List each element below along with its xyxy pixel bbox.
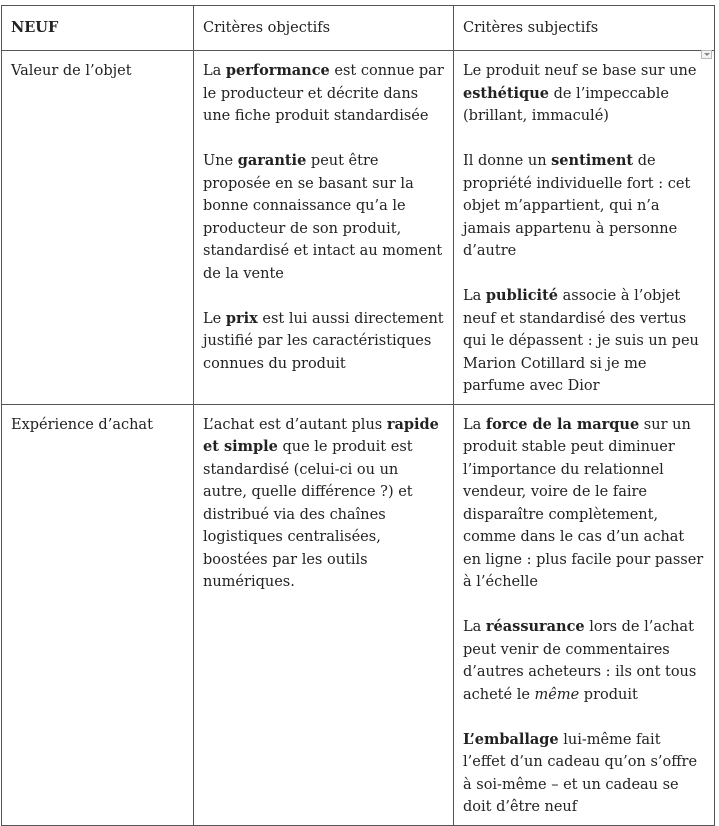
header-cell-neuf [2,6,194,51]
text-segment: La [463,619,486,635]
chevron-down-icon [704,53,710,56]
text-segment: Le [203,310,226,327]
paragraph-prix [203,308,445,376]
bold-term: force de la marque [485,415,640,433]
text-segment: peut être proposée en se basant sur la bonne connaissance qu’a le producteur de son produit, standardisé et intact au moment de la vente [203,153,443,282]
bold-term: L’emballage [463,730,559,748]
header-cell-subjectifs [454,6,715,51]
comparison-table [1,5,715,826]
text-segment: lui-même fait l’effet d’un cadeau qu’on s’offre à soi-même – et un cadeau se doit d’être neuf [463,731,698,815]
text-segment: La [463,288,486,304]
bold-term: réassurance [485,618,585,635]
header-cell-objectifs [194,6,454,51]
objective-cell [194,404,454,825]
subjective-cell [454,51,715,405]
header-neuf: NEUF [11,19,59,36]
subjective-cell [454,404,715,825]
text-segment: produit [579,686,638,703]
text-segment: sur un produit stable peut diminuer l’importance du relationnel vendeur, voire de le faire disparaître complètement, comme dans le cas d’un achat en ligne : plus facile pour passer à l’échelle [463,416,704,590]
paragraph-emballage [463,729,706,819]
text-segment: L’achat est d’autant plus [203,416,387,433]
row-label-valeur: Valeur de l’objet [11,63,132,79]
bold-term: rapide et simple [203,415,439,455]
paragraph-reassurance [463,616,706,706]
italic-term: même [534,686,580,703]
table-row [2,51,715,405]
paragraph-force-marque [463,414,706,594]
objective-cell [194,51,454,405]
header-criteres-objectifs: Critères objectifs [203,20,331,36]
text-segment: Une [203,153,238,169]
text-segment: Il donne un [463,153,552,169]
bold-term: esthétique [463,84,549,102]
bold-term: publicité [485,287,558,304]
text-segment: que le produit est standardisé (celui-ci ou un autre, quelle différence ?) et distribué via des chaînes logistiques centralisées, boostées par les outils numériques. [203,439,413,590]
text-segment: de l’impeccable (brillant, immaculé) [463,85,669,124]
text-segment: associe à l’objet neuf et standardisé des vertus qui le dépassent : je suis un peu Marion Cotillard si je me parfume avec Dior [463,288,699,394]
bold-term: sentiment [551,152,634,169]
text-segment: de propriété individuelle fort : cet objet m’appartient, qui n’a jamais appartenu à personne d’autre [463,153,691,259]
bold-term: prix [225,309,258,327]
paragraph-publicite [463,285,706,398]
paragraph-sentiment [463,150,706,263]
header-criteres-subjectifs: Critères subjectifs [463,20,599,36]
text-segment: est connue par le producteur et décrite dans une fiche produit standardisée [203,63,444,124]
row-label-cell [2,51,194,405]
text-segment: lors de l’achat peut venir de commentaires d’autres acheteurs : ils ont tous acheté le [463,619,697,703]
bold-term: garantie [237,152,307,169]
table-row [2,404,715,825]
text-segment: est lui aussi directement justifié par les caractéristiques connues du produit [203,310,444,372]
cell-dropdown-marker-icon[interactable] [701,50,712,59]
text-segment: Le produit neuf se base sur une [463,63,697,79]
row-label-cell [2,404,194,825]
text-segment: La [203,63,226,79]
paragraph-performance [203,60,445,128]
text-segment: La [463,416,486,433]
paragraph-garantie [203,150,445,285]
bold-term: performance [225,62,330,79]
row-label-experience: Expérience d’achat [11,416,153,433]
table-header-row [2,6,715,51]
paragraph-esthetique [463,60,706,128]
paragraph-rapide-simple [203,414,445,594]
